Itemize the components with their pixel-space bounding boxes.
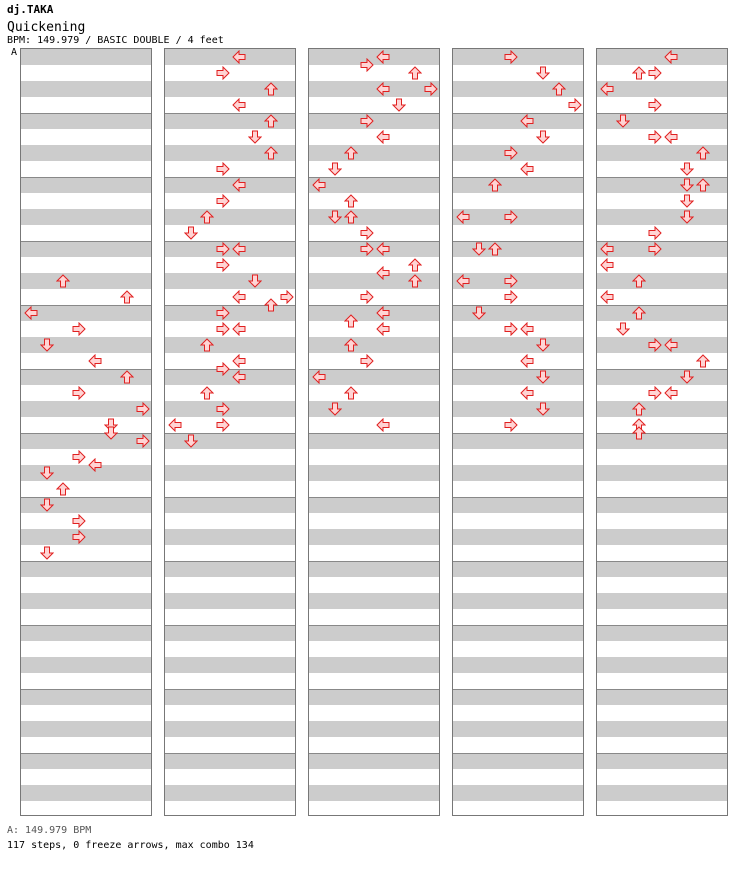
measure-line <box>597 433 727 434</box>
step-arrow-right-icon <box>648 130 662 144</box>
step-arrow-right-icon <box>504 274 518 288</box>
step-arrow-right-icon <box>360 242 374 256</box>
measure-line <box>309 113 439 114</box>
step-arrow-up-icon <box>632 402 646 416</box>
step-arrow-right-icon <box>216 242 230 256</box>
step-arrow-up-icon <box>408 258 422 272</box>
step-arrow-right-icon <box>360 290 374 304</box>
measure-line <box>309 433 439 434</box>
step-arrow-up-icon <box>632 66 646 80</box>
step-arrow-left-icon <box>376 306 390 320</box>
step-arrow-up-icon <box>344 146 358 160</box>
step-arrow-down-icon <box>616 322 630 336</box>
step-arrow-left-icon <box>376 130 390 144</box>
step-arrow-left-icon <box>600 258 614 272</box>
step-arrow-right-icon <box>504 50 518 64</box>
measure-line <box>165 241 295 242</box>
step-arrow-down-icon <box>248 274 262 288</box>
step-arrow-up-icon <box>696 178 710 192</box>
step-arrow-up-icon <box>344 210 358 224</box>
step-arrow-right-icon <box>504 290 518 304</box>
measure-line <box>453 369 583 370</box>
step-arrow-down-icon <box>616 114 630 128</box>
step-arrow-up-icon <box>488 178 502 192</box>
step-arrow-left-icon <box>520 322 534 336</box>
step-arrow-up-icon <box>488 242 502 256</box>
step-arrow-up-icon <box>200 210 214 224</box>
step-arrow-right-icon <box>504 322 518 336</box>
step-arrow-right-icon <box>216 322 230 336</box>
measure-line <box>453 113 583 114</box>
measure-line <box>453 433 583 434</box>
measure-line <box>309 561 439 562</box>
step-arrow-right-icon <box>648 226 662 240</box>
step-arrow-left-icon <box>376 418 390 432</box>
step-arrow-right-icon <box>648 66 662 80</box>
step-arrow-right-icon <box>216 162 230 176</box>
step-arrow-up-icon <box>344 194 358 208</box>
step-arrow-down-icon <box>680 162 694 176</box>
step-arrow-right-icon <box>216 362 230 376</box>
measure-line <box>165 177 295 178</box>
step-arrow-right-icon <box>72 386 86 400</box>
step-arrow-left-icon <box>520 354 534 368</box>
step-arrow-left-icon <box>520 386 534 400</box>
measure-line <box>165 689 295 690</box>
measure-line <box>21 689 151 690</box>
step-arrow-down-icon <box>472 306 486 320</box>
step-arrow-left-icon <box>520 114 534 128</box>
step-arrow-right-icon <box>360 114 374 128</box>
measure-line <box>597 241 727 242</box>
measure-line <box>453 177 583 178</box>
step-arrow-up-icon <box>264 146 278 160</box>
bpm-marker-label: A <box>11 47 18 58</box>
measure-line <box>597 305 727 306</box>
step-arrow-right-icon <box>216 418 230 432</box>
step-arrow-right-icon <box>216 194 230 208</box>
measure-line <box>165 625 295 626</box>
step-arrow-down-icon <box>184 226 198 240</box>
step-arrow-left-icon <box>376 82 390 96</box>
step-arrow-down-icon <box>680 194 694 208</box>
measure-line <box>597 753 727 754</box>
step-arrow-up-icon <box>120 290 134 304</box>
measure-line <box>165 369 295 370</box>
step-arrow-up-icon <box>696 354 710 368</box>
step-arrow-right-icon <box>136 402 150 416</box>
step-arrow-right-icon <box>216 258 230 272</box>
step-arrow-up-icon <box>632 306 646 320</box>
measure-line <box>21 433 151 434</box>
step-arrow-left-icon <box>232 242 246 256</box>
step-arrow-left-icon <box>312 178 326 192</box>
measure-line <box>21 241 151 242</box>
measure-line <box>597 561 727 562</box>
step-arrow-down-icon <box>328 162 342 176</box>
step-arrow-left-icon <box>312 370 326 384</box>
step-arrow-down-icon <box>536 370 550 384</box>
measure-line <box>165 561 295 562</box>
step-arrow-right-icon <box>72 450 86 464</box>
step-arrow-right-icon <box>568 98 582 112</box>
step-arrow-up-icon <box>264 298 278 312</box>
step-arrow-down-icon <box>680 210 694 224</box>
step-arrow-up-icon <box>120 370 134 384</box>
footer-step-stats: 117 steps, 0 freeze arrows, max combo 134 <box>7 840 254 851</box>
step-arrow-down-icon <box>328 402 342 416</box>
step-arrow-down-icon <box>536 338 550 352</box>
measure-line <box>453 497 583 498</box>
step-arrow-right-icon <box>216 402 230 416</box>
measure-line <box>453 753 583 754</box>
measure-line <box>21 305 151 306</box>
measure-line <box>309 369 439 370</box>
step-arrow-right-icon <box>72 530 86 544</box>
song-title: Quickening <box>7 20 86 35</box>
step-arrow-down-icon <box>40 338 54 352</box>
step-arrow-right-icon <box>216 306 230 320</box>
step-arrow-right-icon <box>648 386 662 400</box>
measure-line <box>165 753 295 754</box>
step-arrow-up-icon <box>200 386 214 400</box>
step-arrow-left-icon <box>664 130 678 144</box>
measure-line <box>21 113 151 114</box>
step-arrow-left-icon <box>600 290 614 304</box>
chart-column-4 <box>452 48 584 816</box>
measure-line <box>309 305 439 306</box>
step-arrow-up-icon <box>408 274 422 288</box>
step-arrow-left-icon <box>232 50 246 64</box>
step-arrow-down-icon <box>536 66 550 80</box>
step-arrow-right-icon <box>648 242 662 256</box>
measure-line <box>165 497 295 498</box>
step-arrow-right-icon <box>136 434 150 448</box>
step-arrow-left-icon <box>664 50 678 64</box>
chart-column-1 <box>20 48 152 816</box>
step-arrow-up-icon <box>56 274 70 288</box>
measure-line <box>309 241 439 242</box>
step-arrow-left-icon <box>232 178 246 192</box>
measure-line <box>453 625 583 626</box>
measure-line <box>453 689 583 690</box>
step-arrow-down-icon <box>40 466 54 480</box>
step-arrow-up-icon <box>408 66 422 80</box>
step-arrow-down-icon <box>536 402 550 416</box>
step-arrow-down-icon <box>680 370 694 384</box>
step-arrow-down-icon <box>536 130 550 144</box>
step-arrow-left-icon <box>24 306 38 320</box>
chart-column-2 <box>164 48 296 816</box>
step-arrow-right-icon <box>360 354 374 368</box>
step-arrow-left-icon <box>520 162 534 176</box>
chart-info: BPM: 149.979 / BASIC DOUBLE / 4 feet <box>7 35 224 46</box>
step-arrow-up-icon <box>696 146 710 160</box>
measure-line <box>597 689 727 690</box>
step-arrow-up-icon <box>552 82 566 96</box>
chart-column-5 <box>596 48 728 816</box>
measure-line <box>597 369 727 370</box>
step-arrow-down-icon <box>248 130 262 144</box>
measure-line <box>309 177 439 178</box>
step-arrow-left-icon <box>88 354 102 368</box>
step-arrow-left-icon <box>232 290 246 304</box>
step-arrow-right-icon <box>216 66 230 80</box>
measure-line <box>597 625 727 626</box>
step-arrow-left-icon <box>232 98 246 112</box>
step-arrow-up-icon <box>344 386 358 400</box>
step-arrow-left-icon <box>232 322 246 336</box>
measure-line <box>597 497 727 498</box>
artist-name: dj.TAKA <box>7 3 54 16</box>
measure-line <box>21 561 151 562</box>
step-arrow-up-icon <box>632 274 646 288</box>
step-arrow-left-icon <box>232 354 246 368</box>
step-arrow-down-icon <box>104 426 118 440</box>
step-arrow-up-icon <box>264 82 278 96</box>
step-arrow-right-icon <box>504 418 518 432</box>
chart-column-3 <box>308 48 440 816</box>
measure-line <box>21 753 151 754</box>
step-arrow-left-icon <box>376 242 390 256</box>
step-arrow-down-icon <box>680 178 694 192</box>
step-arrow-left-icon <box>232 370 246 384</box>
step-arrow-left-icon <box>168 418 182 432</box>
step-arrow-left-icon <box>664 386 678 400</box>
measure-line <box>309 497 439 498</box>
step-arrow-up-icon <box>632 426 646 440</box>
step-arrow-right-icon <box>424 82 438 96</box>
step-arrow-down-icon <box>328 210 342 224</box>
step-arrow-down-icon <box>40 546 54 560</box>
step-arrow-right-icon <box>504 210 518 224</box>
step-arrow-up-icon <box>56 482 70 496</box>
step-arrow-right-icon <box>648 338 662 352</box>
step-arrow-up-icon <box>344 314 358 328</box>
step-arrow-down-icon <box>392 98 406 112</box>
measure-line <box>309 689 439 690</box>
step-arrow-up-icon <box>200 338 214 352</box>
step-arrow-left-icon <box>376 322 390 336</box>
step-arrow-right-icon <box>360 58 374 72</box>
step-arrow-up-icon <box>264 114 278 128</box>
step-arrow-up-icon <box>344 338 358 352</box>
step-arrow-down-icon <box>40 498 54 512</box>
step-arrow-left-icon <box>376 266 390 280</box>
measure-line <box>309 625 439 626</box>
measure-line <box>21 625 151 626</box>
step-arrow-left-icon <box>600 82 614 96</box>
footer-bpm-legend: A: 149.979 BPM <box>7 825 92 836</box>
step-arrow-right-icon <box>280 290 294 304</box>
step-arrow-left-icon <box>664 338 678 352</box>
step-arrow-left-icon <box>456 210 470 224</box>
step-arrow-left-icon <box>456 274 470 288</box>
step-arrow-right-icon <box>72 322 86 336</box>
step-arrow-left-icon <box>376 50 390 64</box>
measure-line <box>309 753 439 754</box>
step-arrow-down-icon <box>472 242 486 256</box>
measure-line <box>453 561 583 562</box>
step-arrow-right-icon <box>648 98 662 112</box>
step-arrow-left-icon <box>88 458 102 472</box>
measure-line <box>21 177 151 178</box>
step-arrow-right-icon <box>360 226 374 240</box>
step-arrow-left-icon <box>600 242 614 256</box>
step-arrow-down-icon <box>184 434 198 448</box>
step-arrow-right-icon <box>504 146 518 160</box>
step-arrow-right-icon <box>72 514 86 528</box>
